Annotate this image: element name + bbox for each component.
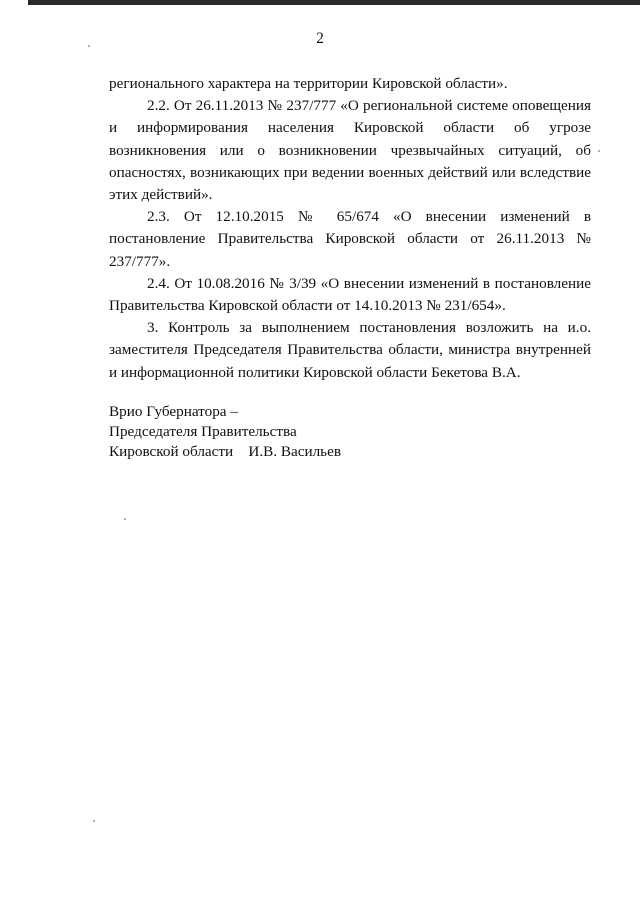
- paragraph-3: 3. Контроль за выполнением постановления возложить на и.о. заместителя Председателя Правительства области, министра внутренней и информационной политики Кировской области Бекетова В.А.: [109, 319, 591, 381]
- signature-name-line: Кировской области И.В. Васильев: [109, 443, 341, 460]
- paragraph-continuation: регионального характера на территории Кировской области».: [109, 75, 508, 92]
- scan-speck: [124, 518, 126, 520]
- top-scan-edge: [28, 0, 640, 5]
- signature-title-line2: Председателя Правительства: [109, 423, 297, 440]
- paragraph-2-3: 2.3. От 12.10.2015 № 65/674 «О внесении изменений в постановление Правительства Кировской области от 26.11.2013 № 237/777».: [109, 208, 591, 270]
- page-number: 2: [316, 30, 324, 47]
- scan-speck: [88, 45, 90, 47]
- scan-speck: [93, 820, 95, 822]
- scan-speck: [598, 150, 600, 152]
- signature-title-line1: Врио Губернатора –: [109, 403, 238, 420]
- document-body: [109, 73, 591, 384]
- paragraph-2-4: 2.4. От 10.08.2016 № 3/39 «О внесении изменений в постановление Правительства Кировской области от 14.10.2013 № 231/654».: [109, 274, 591, 315]
- signature-block: [109, 402, 509, 462]
- paragraph-2-2: 2.2. От 26.11.2013 № 237/777 «О региональной системе оповещения и информирования населения Кировской области об угрозе возникновения или о возникновении чрезвычайных ситуаций, об опасностях, возникающих при ведении военных действий или вследствие этих действий».: [109, 97, 591, 204]
